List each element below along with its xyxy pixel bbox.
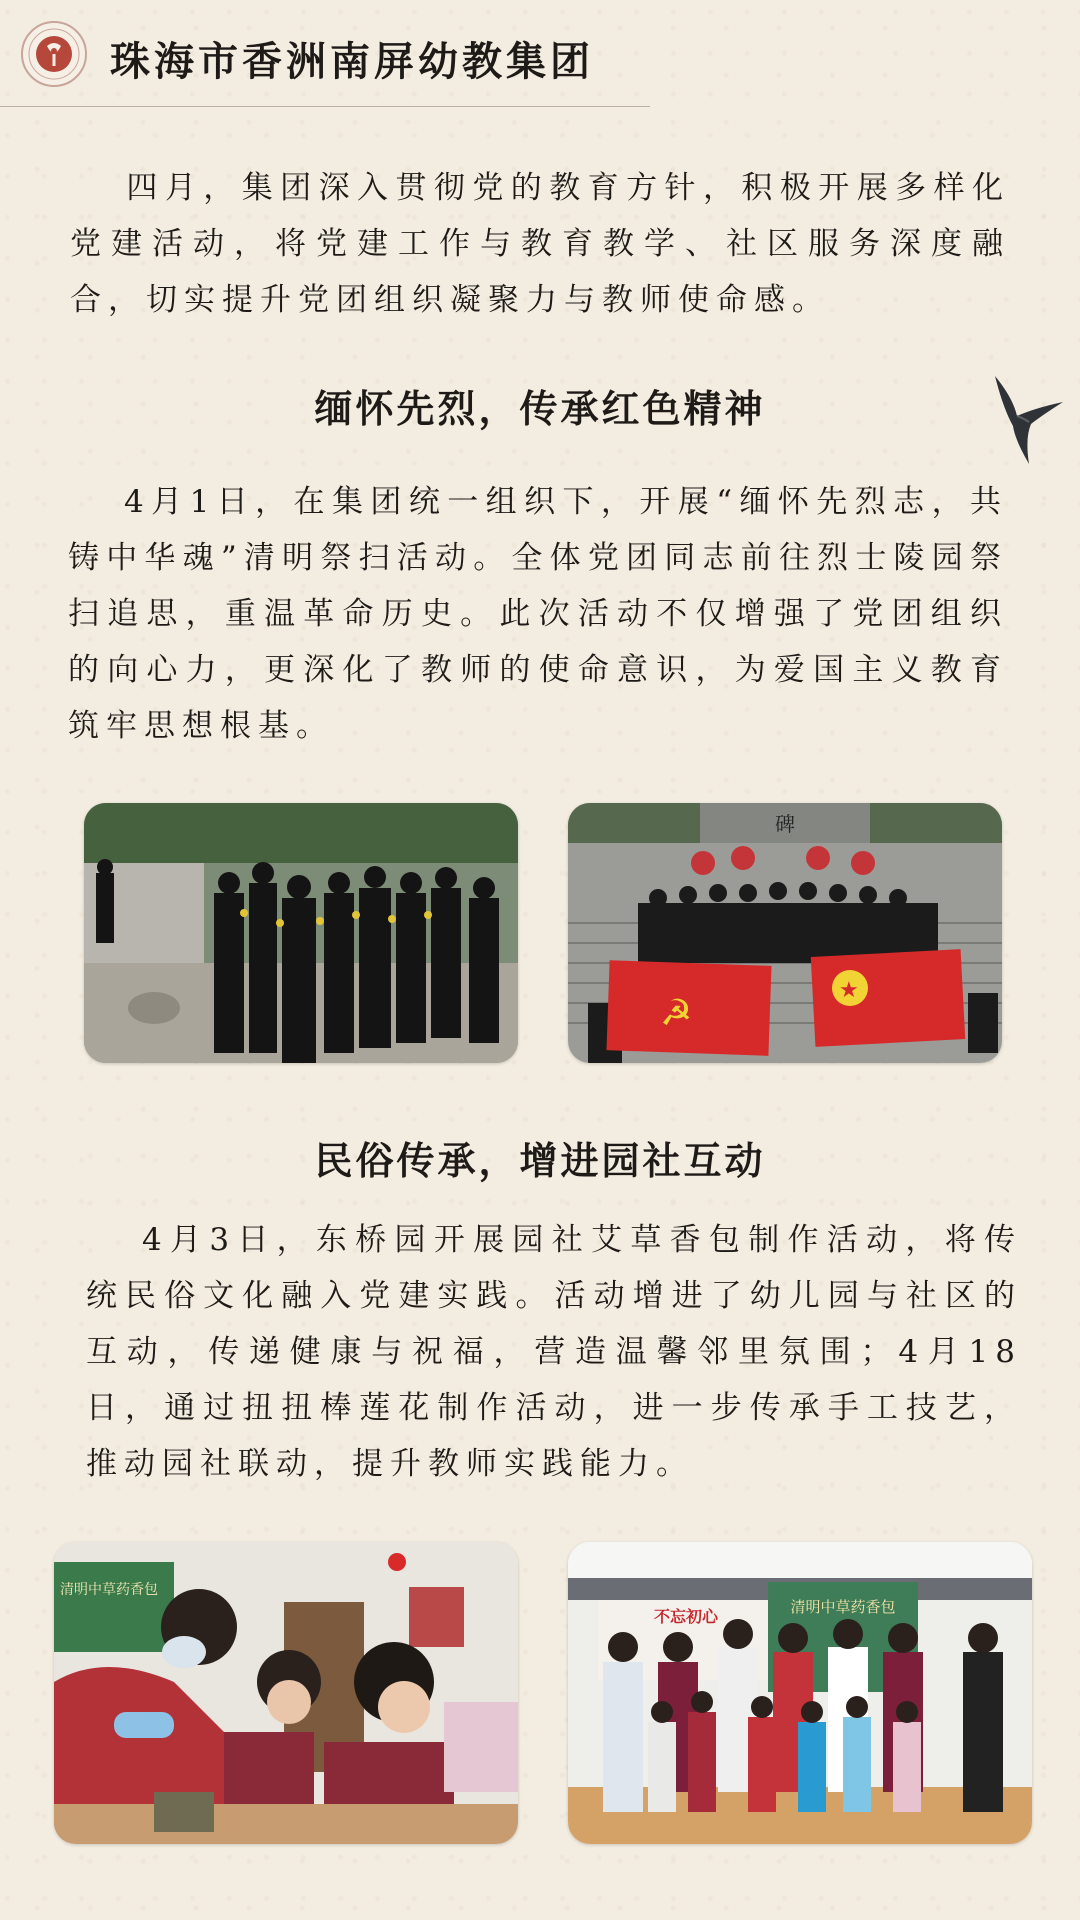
organization-logo (20, 20, 88, 88)
monument-sign: 碑 (775, 812, 795, 836)
intro-text: 四月，集团深入贯彻党的教育方针，积极开展多样化党建活动，将党建工作与教育教学、社区服务深度融合，切实提升党团组织凝聚力与教师使命感。 (70, 170, 1010, 318)
section-2-paragraph (86, 1212, 1022, 1492)
photo-class-group (568, 1542, 1032, 1844)
page-header (0, 0, 650, 107)
banner-text: 不忘初心 (653, 1607, 719, 1626)
svg-text:☭: ☭ (660, 993, 693, 1034)
photo-memorial-line (84, 803, 518, 1063)
svg-text:★: ★ (839, 978, 859, 1003)
projector-screen-text: 清明中草药香包 (790, 1598, 896, 1616)
section-1-paragraph (68, 474, 1008, 754)
classroom-screen-text: 清明中草药香包 (60, 1582, 158, 1598)
section-1-text: 4月1日，在集团统一组织下，开展“缅怀先烈志，共铸中华魂”清明祭扫活动。全体党团同志前往烈士陵园祭扫追思，重温革命历史。此次活动不仅增强了党团组织的向心力，更深化了教师的使命意识，为爱国主义教育筑牢思想根基。 (68, 484, 1008, 744)
intro-paragraph (70, 160, 1010, 328)
photo-group-flags (568, 803, 1002, 1063)
organization-name: 珠海市香洲南屏幼教集团 (110, 38, 594, 85)
photo-sachet-making (54, 1542, 518, 1844)
section-1-heading: 缅怀先烈，传承红色精神 (314, 386, 766, 431)
section-2-text: 4月3日，东桥园开展园社艾草香包制作活动，将传统民俗文化融入党建实践。活动增进了幼儿园与社区的互动，传递健康与祝福，营造温馨邻里氛围；4月18日，通过扭扭棒莲花制作活动，进一步传承手工技艺，推动园社联动，提升教师实践能力。 (86, 1222, 1022, 1482)
section-2-heading: 民俗传承，增进园社互动 (314, 1138, 766, 1183)
